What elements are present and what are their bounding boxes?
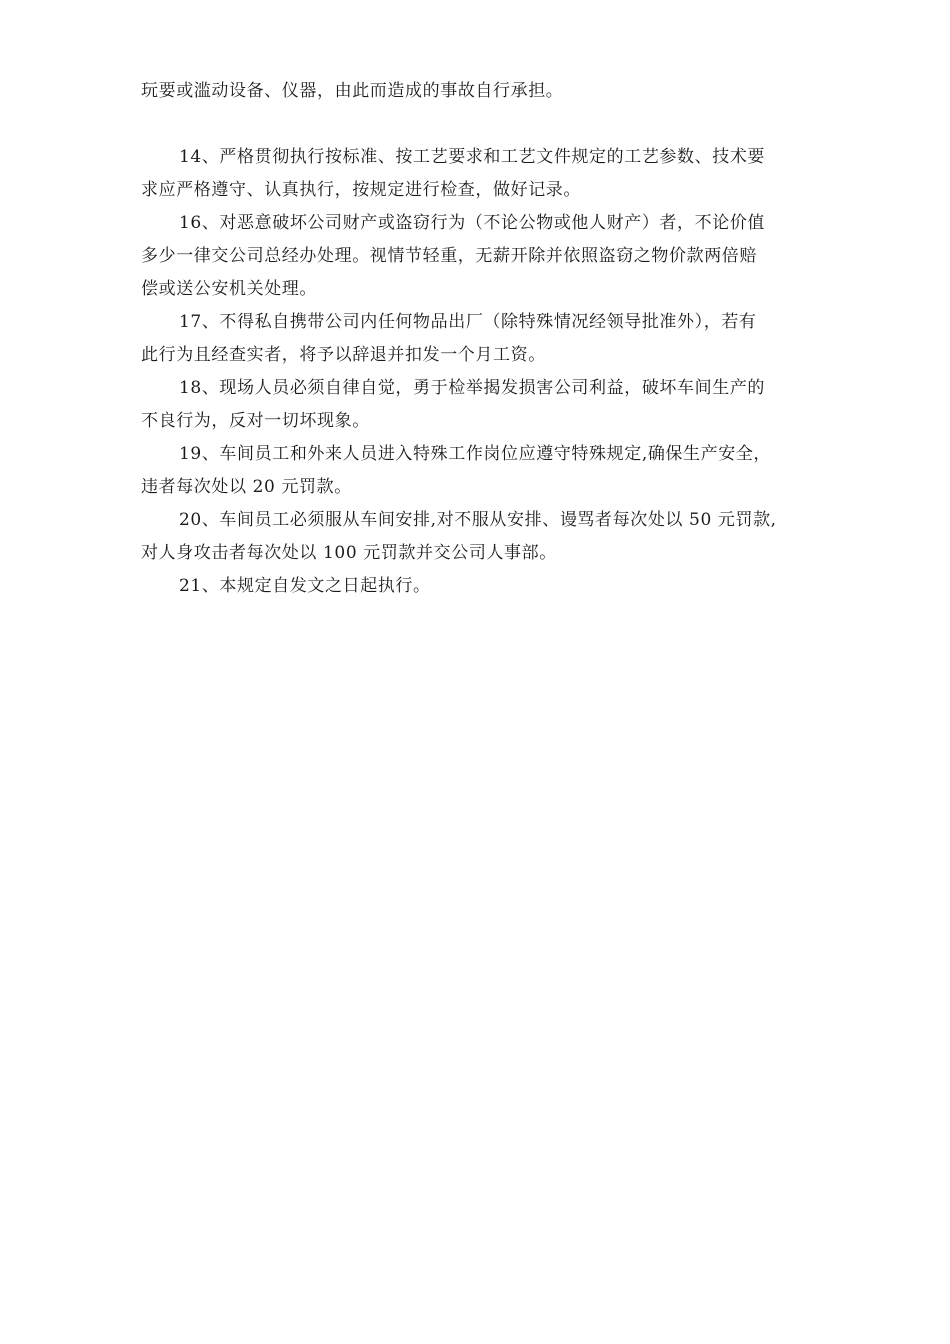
document-body xyxy=(141,75,811,603)
paragraph-14 xyxy=(141,141,811,207)
paragraph-20 xyxy=(141,504,811,570)
text-line: 玩要或滥动设备、仪器，由此而造成的事故自行承担。 xyxy=(141,81,564,101)
paragraph-18 xyxy=(141,372,811,438)
text-line: 17、不得私自携带公司内任何物品出厂（除特殊情况经领导批准外），若有 xyxy=(179,312,757,332)
paragraph-gap xyxy=(141,108,811,141)
paragraph-19 xyxy=(141,438,811,504)
text-line: 违者每次处以 20 元罚款。 xyxy=(141,477,352,497)
text-line: 求应严格遵守、认真执行，按规定进行检查，做好记录。 xyxy=(141,180,581,200)
text-line: 16、对恶意破坏公司财产或盗窃行为（不论公物或他人财产）者，不论价值 xyxy=(179,213,766,233)
paragraph-17 xyxy=(141,306,811,372)
text-line: 19、车间员工和外来人员进入特殊工作岗位应遵守特殊规定,确保生产安全， xyxy=(179,444,772,464)
text-line: 20、车间员工必须服从车间安排,对不服从安排、谩骂者每次处以 50 元罚款, xyxy=(179,510,777,530)
text-line: 21、本规定自发文之日起执行。 xyxy=(179,576,431,596)
paragraph-continuation xyxy=(141,75,811,108)
text-line: 14、严格贯彻执行按标准、按工艺要求和工艺文件规定的工艺参数、技术要 xyxy=(179,147,766,167)
text-line: 此行为且经查实者，将予以辞退并扣发一个月工资。 xyxy=(141,345,546,365)
text-line: 偿或送公安机关处理。 xyxy=(141,279,317,299)
paragraph-21 xyxy=(141,570,811,603)
text-line: 不良行为，反对一切坏现象。 xyxy=(141,411,370,431)
text-line: 18、现场人员必须自律自觉，勇于检举揭发损害公司利益，破坏车间生产的 xyxy=(179,378,766,398)
text-line: 对人身攻击者每次处以 100 元罚款并交公司人事部。 xyxy=(141,543,557,563)
paragraph-16 xyxy=(141,207,811,306)
text-line: 多少一律交公司总经办处理。视情节轻重，无薪开除并依照盗窃之物价款两倍赔 xyxy=(141,246,757,266)
